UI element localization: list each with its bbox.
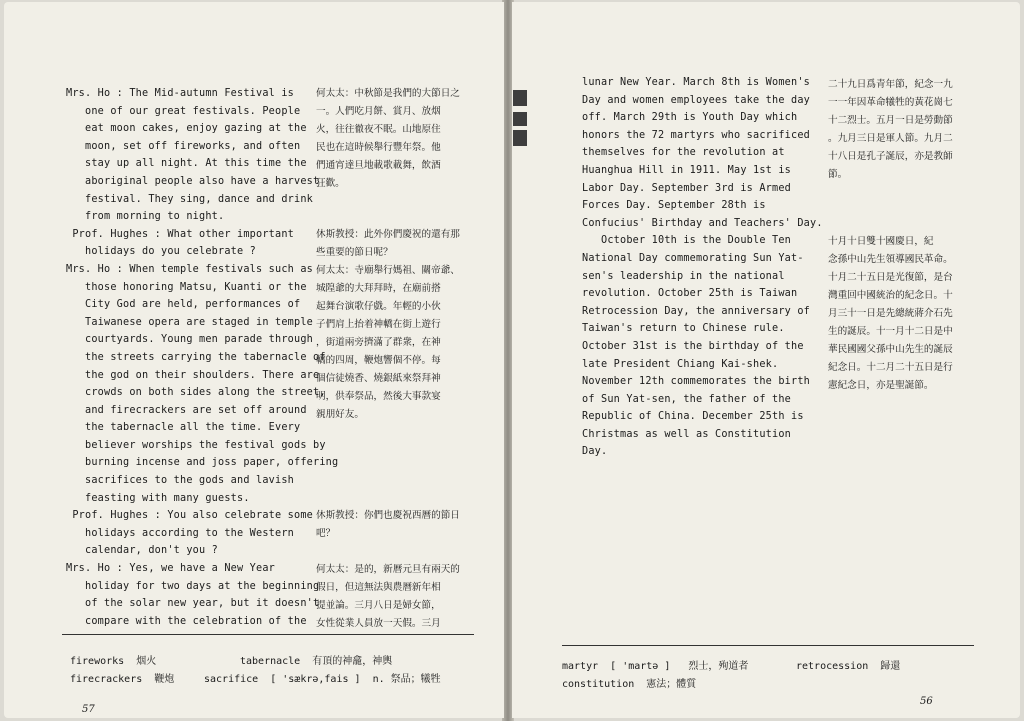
chinese-text-line: 。九月三日是軍人節。九月二: [828, 133, 953, 144]
text-line: aboriginal people also have a harvest: [66, 175, 320, 187]
left-page: [4, 2, 504, 718]
chinese-text-line: 轎的四周，鞭炮響個不停。每: [316, 355, 441, 366]
chinese-text-line: 節。: [828, 169, 848, 180]
left-chinese-block-3: [316, 262, 460, 424]
text-line: believer worships the festival gods by: [66, 439, 326, 451]
text-line: November 12th commemorates the birth: [582, 376, 811, 388]
chinese-text-line: 華民國國父孫中山先生的誕辰: [828, 344, 953, 355]
chinese-text-line: 念孫中山先生領導國民革命。: [828, 254, 953, 265]
text-line: courtyards. Young men parade through: [66, 334, 314, 346]
chinese-text-line: 假日，但這無法與農曆新年相: [316, 582, 441, 593]
left-chinese-block-4: [316, 507, 460, 543]
chinese-text-line: ，街道兩旁擠滿了群衆，在神: [316, 337, 441, 348]
left-chinese-block-5: [316, 561, 460, 633]
text-line: Taiwanese opera are staged in temple: [66, 316, 314, 328]
chinese-text-line: 二十九日爲青年節，紀念一九: [828, 79, 953, 90]
text-line: Prof. Hughes : You also celebrate some: [66, 510, 314, 522]
chinese-text-line: 十八日是孔子誕辰，亦是教師: [828, 151, 953, 162]
right-chinese-block-1: [828, 76, 953, 184]
chinese-text-line: 吧？: [316, 528, 336, 539]
text-line: Confucius' Birthday and Teachers' Day.: [582, 217, 823, 229]
text-line: lunar New Year. March 8th is Women's: [582, 77, 811, 88]
text-line: the streets carrying the tabernacle of: [66, 351, 326, 363]
text-line: Christmas as well as Constitution: [582, 428, 792, 440]
chinese-text-line: 們通宵達旦地載歌載舞，飲酒: [316, 160, 441, 171]
chinese-text-line: 一一年因革命犧牲的黃花崗七: [828, 97, 953, 108]
text-line: Huanghua Hill in 1911. May 1st is: [582, 164, 792, 176]
edge-tab-mark-2: [513, 112, 527, 126]
page-number-right: 56: [920, 696, 933, 707]
right-chinese-block-2: [828, 233, 953, 395]
chinese-text-line: 十月二十五日是光復節，是台: [828, 272, 953, 283]
gloss-retrocession: retrocession 歸還: [796, 661, 901, 672]
text-line: honors the 72 martyrs who sacrificed: [582, 129, 811, 141]
chinese-text-line: 十二烈士。五月一日是勞動節: [828, 115, 953, 126]
chinese-text-line: 何太太：寺廟舉行媽祖、關帝爺、: [316, 265, 460, 276]
text-line: crowds on both sides along the street,: [66, 387, 326, 399]
chinese-text-line: 十月十日雙十國慶日，紀: [828, 236, 934, 247]
chinese-text-line: 休斯教授：此外你們慶祝的還有那: [316, 229, 460, 240]
text-line: October 31st is the birthday of the: [582, 340, 804, 352]
chinese-text-line: 女性從業人員放一天假。三月: [316, 618, 441, 629]
chinese-text-line: 城隍爺的大拜拜時，在廟前搭: [316, 283, 441, 294]
text-line: National Day commemorating Sun Yat-: [582, 252, 804, 264]
right-page: [512, 2, 1020, 718]
text-line: late President Chiang Kai-shek.: [582, 358, 779, 370]
chinese-text-line: 灣重回中國統治的紀念日。十: [828, 290, 953, 301]
chinese-text-line: 生的誕辰。十一月十二日是中: [828, 326, 953, 337]
chinese-text-line: 些重要的節日呢？: [316, 247, 393, 258]
chinese-text-line: 月三十一日是先總統蔣介石先: [828, 308, 953, 319]
left-english-text: [66, 85, 338, 630]
text-line: Day and women employees take the day: [582, 94, 811, 106]
page-number-left: 57: [82, 704, 95, 715]
chinese-text-line: 紀念日。十二月二十五日是行: [828, 362, 953, 373]
gloss-fireworks: fireworks 烟火: [70, 656, 157, 667]
edge-tab-mark-1: [513, 90, 527, 106]
text-line: and firecrackers are set off around: [66, 404, 307, 416]
chinese-text-line: 何太太：中秋節是我們的大節日之: [316, 88, 460, 99]
chinese-text-line: 憲紀念日，亦是聖誕節。: [828, 380, 934, 391]
text-line: City God are held, performances of: [66, 299, 301, 311]
gloss-firecrackers: firecrackers 鞭炮: [70, 674, 175, 685]
text-line: calendar, don't you ?: [66, 545, 219, 557]
text-line: Mrs. Ho : The Mid-autumn Festival is: [66, 88, 295, 99]
text-line: Republic of China. December 25th is: [582, 411, 804, 423]
text-line: October 10th is the Double Ten: [582, 235, 792, 247]
text-line: Taiwan's return to Chinese rule.: [582, 323, 785, 335]
text-line: the tabernacle all the time. Every: [66, 422, 301, 434]
text-line: sacrifices to the gods and lavish: [66, 475, 295, 487]
text-line: the god on their shoulders. There are: [66, 369, 320, 381]
text-line: Mrs. Ho : When temple festivals such as: [66, 263, 314, 275]
text-line: compare with the celebration of the: [66, 615, 307, 627]
text-line: Forces Day. September 28th is: [582, 200, 766, 212]
text-line: Prof. Hughes : What other important: [66, 228, 295, 240]
chinese-text-line: 明，供奉祭品，然後大事款宴: [316, 391, 441, 402]
chinese-text-line: 一。人們吃月餅、賞月、放烟: [316, 106, 441, 117]
gloss-martyr: martyr [ 'martə ] 烈士，殉道者: [562, 661, 749, 672]
chinese-text-line: 休斯教授：你們也慶祝西曆的節日: [316, 510, 460, 521]
text-line: sen's leadership in the national: [582, 270, 785, 282]
left-chinese-block-2: [316, 226, 460, 262]
text-line: themselves for the revolution at: [582, 147, 785, 159]
text-line: one of our great festivals. People: [66, 105, 301, 117]
text-line: holidays do you celebrate ?: [66, 246, 257, 258]
footnote-rule: [62, 634, 474, 635]
text-line: those honoring Matsu, Kuanti or the: [66, 281, 307, 293]
text-line: eat moon cakes, enjoy gazing at the: [66, 123, 307, 135]
chinese-text-line: 子們肩上抬着神轎在街上遊行: [316, 319, 441, 330]
text-line: Retrocession Day, the anniversary of: [582, 305, 811, 317]
chinese-text-line: 火，往往徹夜不眠。山地原住: [316, 124, 441, 135]
gloss-sacrifice: sacrifice [ 'sækrə,fais ] n. 祭品；犧牲: [204, 674, 441, 685]
text-line: holiday for two days at the beginning: [66, 580, 320, 592]
text-line: Labor Day. September 3rd is Armed: [582, 182, 792, 194]
text-line: Day.: [582, 446, 608, 458]
text-line: festival. They sing, dance and drink: [66, 193, 314, 205]
gloss-constitution: constitution 憲法；體質: [562, 679, 697, 690]
text-line: moon, set off fireworks, and often: [66, 140, 301, 152]
text-line: revolution. October 25th is Taiwan: [582, 288, 798, 300]
chinese-text-line: 民也在這時候舉行豐年祭。他: [316, 142, 441, 153]
right-english-text: [582, 74, 823, 461]
chinese-text-line: 個信徒燒香、燒銀紙來祭拜神: [316, 373, 441, 384]
text-line: stay up all night. At this time the: [66, 158, 307, 170]
text-line: feasting with many guests.: [66, 492, 250, 504]
chinese-text-line: 狂歡。: [316, 178, 345, 189]
chinese-text-line: 提並論。三月八日是婦女節，: [316, 600, 441, 611]
text-line: Mrs. Ho : Yes, we have a New Year: [66, 563, 276, 575]
text-line: of Sun Yat-sen, the father of the: [582, 393, 792, 405]
text-line: from morning to night.: [66, 211, 225, 223]
edge-tab-mark-3: [513, 130, 527, 146]
chinese-text-line: 親朋好友。: [316, 409, 364, 420]
gloss-tabernacle: tabernacle 有頂的神龕，神輿: [240, 656, 393, 667]
footnote-rule: [562, 645, 974, 646]
text-line: off. March 29th is Youth Day which: [582, 112, 798, 124]
text-line: burning incense and joss paper, offering: [66, 457, 339, 469]
chinese-text-line: 何太太：是的，新曆元旦有兩天的: [316, 564, 460, 575]
text-line: holidays according to the Western: [66, 527, 295, 539]
left-chinese-block-1: [316, 85, 460, 193]
text-line: of the solar new year, but it doesn't: [66, 598, 320, 610]
chinese-text-line: 起舞台演歌仔戲。年輕的小伙: [316, 301, 441, 312]
